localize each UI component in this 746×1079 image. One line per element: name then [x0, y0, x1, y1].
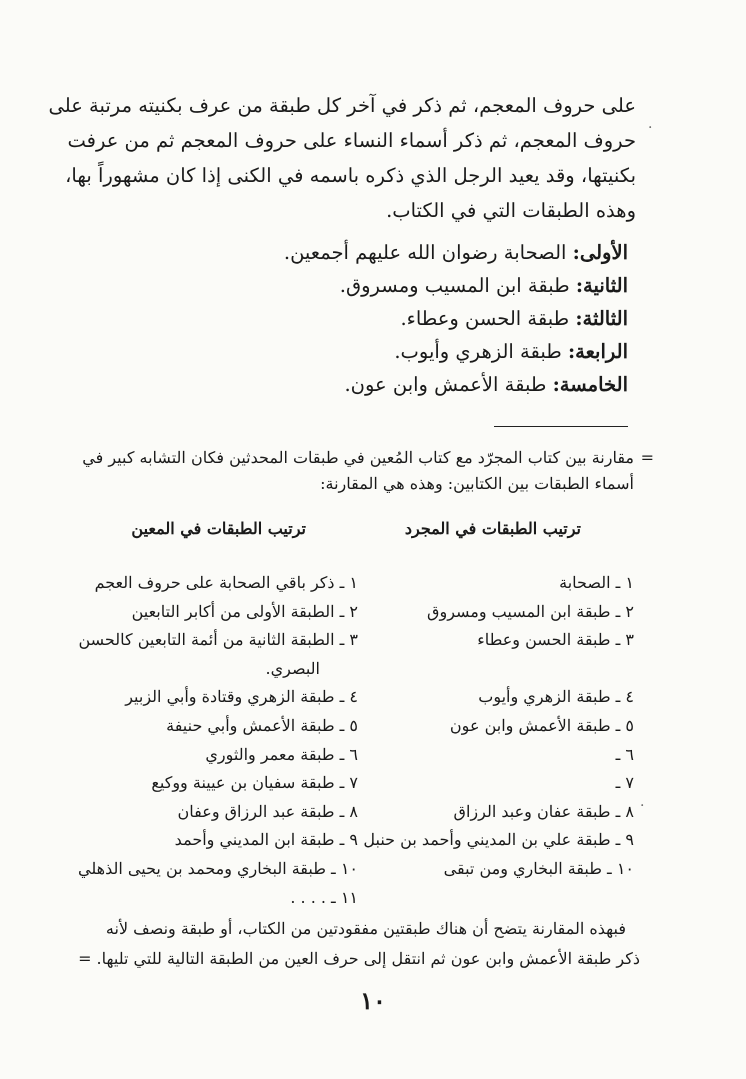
generation-text: طبقة ابن المسيب ومسروق. — [339, 274, 570, 297]
intro-line: وهذه الطبقات التي في الكتاب. — [386, 199, 636, 222]
generation-item — [128, 236, 628, 269]
mujarrad-row: ١٠ ـ طبقة البخاري ومن تبقى — [443, 858, 634, 878]
scan-speck: · — [648, 120, 653, 136]
muin-row: ٥ ـ طبقة الأعمش وأبي حنيفة — [166, 715, 358, 735]
mujarrad-row: ٨ ـ طبقة عفان وعبد الرزاق — [453, 801, 634, 821]
mujarrad-row: ٩ ـ طبقة علي بن المديني وأحمد بن حنبل — [363, 830, 634, 850]
footnote-mark: = — [640, 448, 654, 467]
mujarrad-row: ٦ ـ — [615, 744, 634, 764]
muin-row: ٦ ـ طبقة معمر والثوري — [205, 744, 358, 764]
intro-line: على حروف المعجم، ثم ذكر في آخر كل طبقة من عرف بكنيته مرتبة على — [48, 94, 636, 117]
footnote-separator — [494, 426, 628, 427]
generation-item — [128, 335, 628, 368]
generation-text: طبقة الزهري وأيوب. — [394, 340, 562, 363]
generation-ordinal: الثالثة: — [575, 307, 628, 330]
intro-line: بكنيتها، وقد يعيد الرجل الذي ذكره باسمه في الكنى إذا كان مشهوراً بها، — [65, 164, 636, 187]
muin-row: البصري. — [265, 658, 320, 678]
muin-column — [48, 569, 358, 912]
footnote — [82, 445, 654, 497]
generation-item — [128, 368, 628, 401]
mujarrad-heading: ترتيب الطبقات في المجرد — [404, 519, 581, 538]
footnote-line — [82, 445, 654, 471]
generation-ordinal: الرابعة: — [567, 340, 628, 363]
mujarrad-row: ٣ ـ طبقة الحسن وعطاء — [477, 630, 634, 650]
generation-text: الصحابة رضوان الله عليهم أجمعين. — [283, 241, 567, 264]
closing-line: فبهذه المقارنة يتضح أن هناك طبقتين مفقودتين من الكتاب، أو طبقة ونصف لأنه — [105, 919, 626, 938]
generation-text: طبقة الأعمش وابن عون. — [344, 373, 547, 396]
generation-ordinal: الأولى: — [572, 241, 628, 264]
generation-item — [128, 269, 628, 302]
mujarrad-row: ٤ ـ طبقة الزهري وأيوب — [478, 687, 634, 707]
muin-row: ٧ ـ طبقة سفيان بن عيينة ووكيع — [151, 773, 358, 793]
generation-ordinal: الخامسة: — [552, 373, 628, 396]
closing-paragraph — [78, 914, 640, 974]
mujarrad-row: ٥ ـ طبقة الأعمش وابن عون — [449, 715, 634, 735]
mujarrad-row: ٧ ـ — [615, 773, 634, 793]
mujarrad-column — [363, 569, 634, 884]
muin-row: ٨ ـ طبقة عبد الرزاق وعفان — [177, 801, 358, 821]
mujarrad-row: ٢ ـ طبقة ابن المسيب ومسروق — [427, 601, 634, 621]
muin-row: ٢ ـ الطبقة الأولى من أكابر التابعين — [131, 601, 358, 621]
muin-row: ٤ ـ طبقة الزهري وقتادة وأبي الزبير — [125, 687, 358, 707]
muin-row: ١٠ ـ طبقة البخاري ومحمد بن يحيى الذهلي — [78, 858, 358, 878]
generation-ordinal: الثانية: — [575, 274, 628, 297]
muin-row: ١١ ـ . . . . — [290, 887, 358, 907]
generations-list — [128, 236, 628, 401]
page-number: ١٠ — [360, 986, 386, 1015]
intro-paragraph — [48, 88, 636, 228]
intro-line: حروف المعجم، ثم ذكر أسماء النساء على حروف المعجم ثم من عرفت — [67, 129, 636, 152]
closing-line: ذكر طبقة الأعمش وابن عون ثم انتقل إلى حرف العين من الطبقة التالية للتي تليها. = — [78, 949, 640, 968]
muin-row: ١ ـ ذكر باقي الصحابة على حروف العجم — [94, 573, 358, 592]
scan-speck: · — [640, 798, 645, 814]
muin-row: ٣ ـ الطبقة الثانية من أئمة التابعين كالحسن — [78, 630, 358, 650]
footnote-text: مقارنة بين كتاب المجرّد مع كتاب المُعين في طبقات المحدثين فكان التشابه كبير في — [82, 448, 634, 467]
generation-item — [128, 302, 628, 335]
muin-row: ٩ ـ طبقة ابن المديني وأحمد — [174, 830, 358, 850]
mujarrad-row — [374, 655, 634, 684]
mujarrad-row: ١ ـ الصحابة — [559, 573, 634, 592]
footnote-line: أسماء الطبقات بين الكتابين: وهذه هي المقارنة: — [320, 474, 634, 493]
muin-heading: ترتيب الطبقات في المعين — [131, 519, 306, 538]
generation-text: طبقة الحسن وعطاء. — [400, 307, 570, 330]
